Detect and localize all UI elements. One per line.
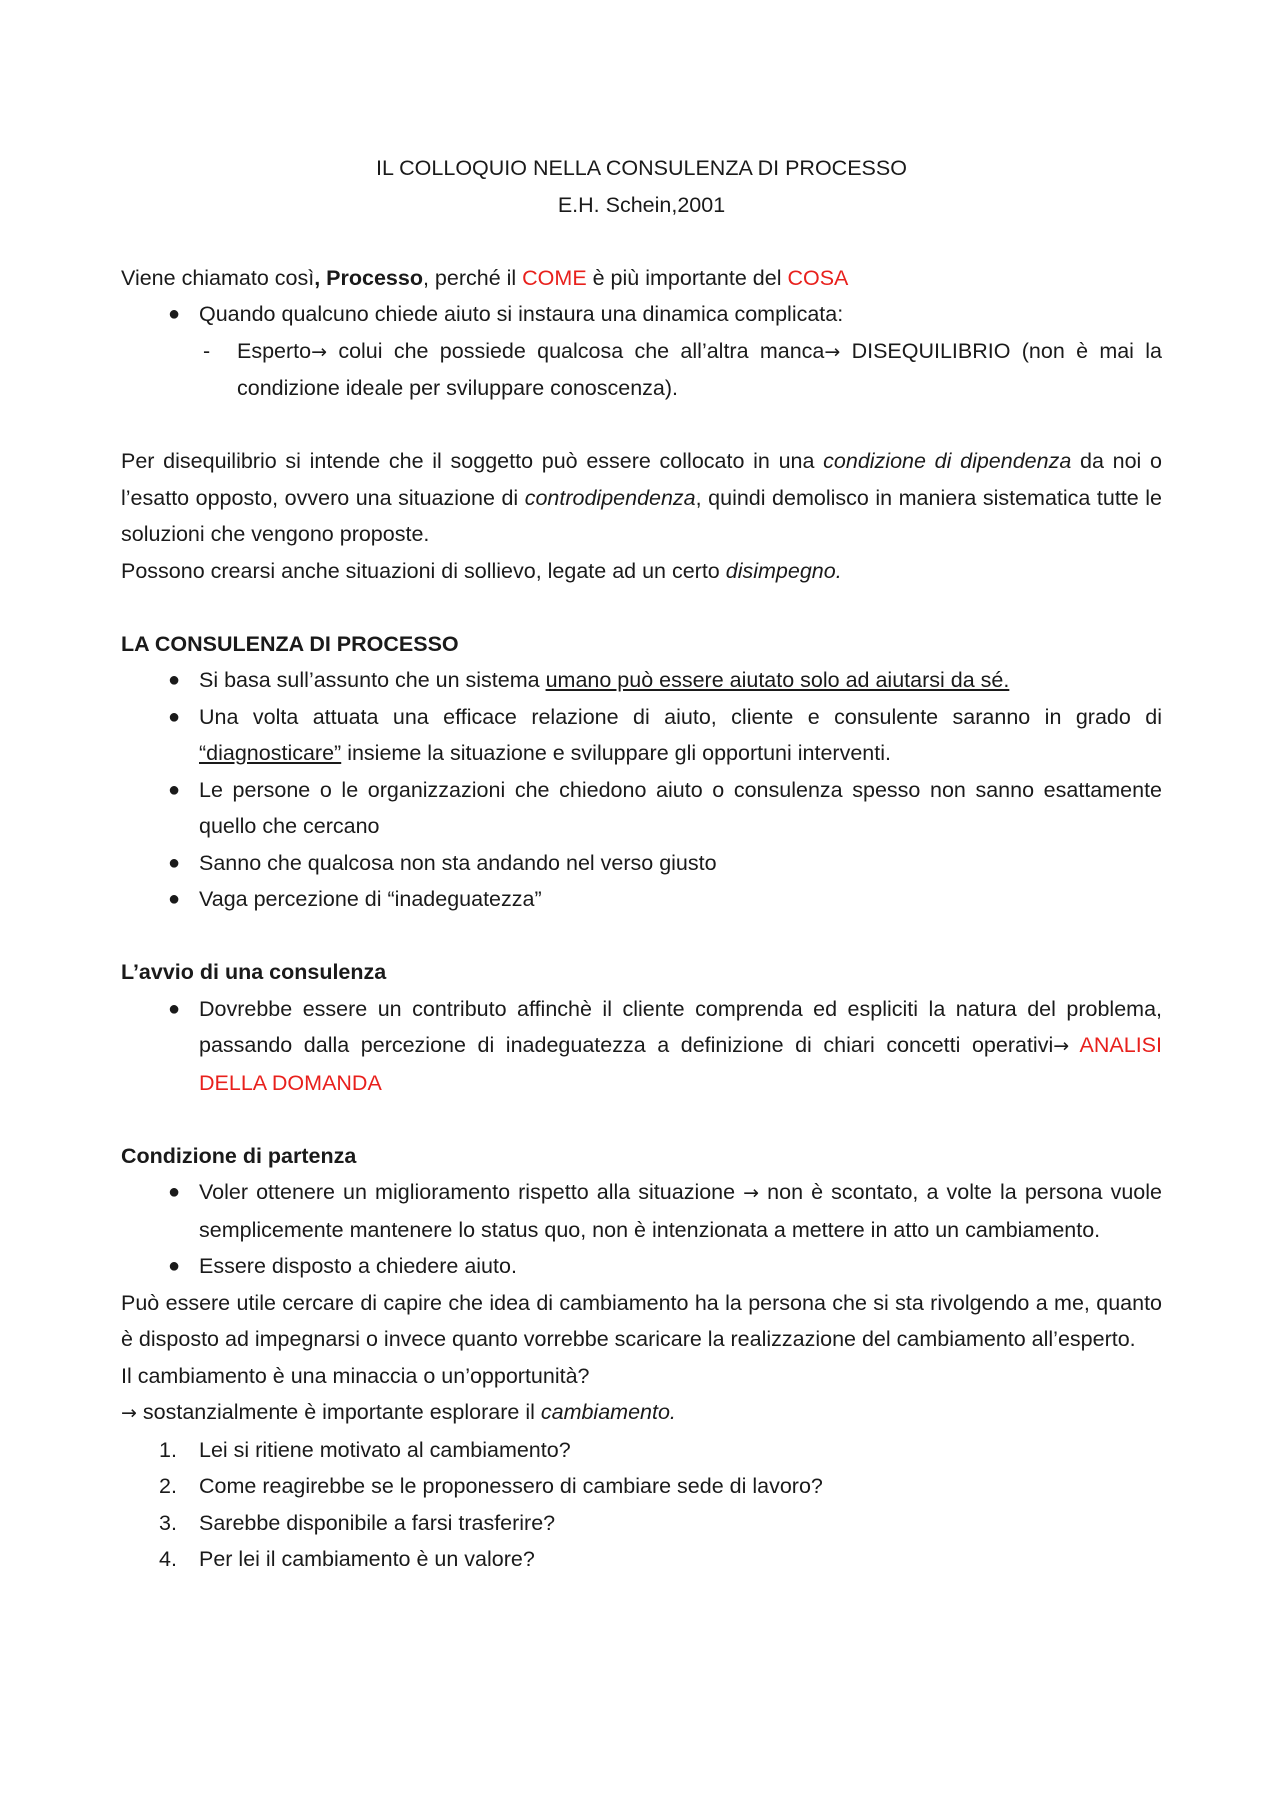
cosa-highlight: COSA <box>787 265 849 290</box>
analisi-domanda-highlight: ANALISI DELLA DOMANDA <box>199 1033 1162 1095</box>
bullet-icon: ● <box>168 705 181 728</box>
list-item: 2. Come reagirebbe se le proponessero di cambiare sede di lavoro? <box>159 1474 823 1498</box>
list-item: ● Sanno che qualcosa non sta andando nel verso giusto <box>121 845 1162 882</box>
consulenza-bullet-list <box>121 662 1162 918</box>
partenza-bullet-list <box>121 1174 1162 1285</box>
spacer <box>121 1101 1162 1138</box>
intro-dash-list <box>121 333 1162 407</box>
arrow-icon: → <box>824 340 841 363</box>
list-item: ● Dovrebbe essere un contributo affinchè il cliente comprenda ed espliciti la natura del problema, passando dalla percezione di inadeguatezza a definizione di chiari concetti operativi→ ANALISI DELLA DOMANDA <box>121 991 1162 1102</box>
list-item: ● Una volta attuata una efficace relazione di aiuto, cliente e consulente saranno in grado di “diagnosticare” insieme la situazione e sviluppare gli opportuni interventi. <box>121 699 1162 772</box>
esplorare-paragraph: → sostanzialmente è importante esplorare il cambiamento. <box>121 1400 676 1424</box>
bullet-icon: ● <box>168 997 181 1020</box>
cambiamento-paragraph: Può essere utile cercare di capire che idea di cambiamento ha la persona che si sta rivolgendo a me, quanto è disposto ad impegnarsi o invece quanto vorrebbe scaricare la realizzazione del cambiamento all’esperto. <box>121 1290 1162 1351</box>
document-title: IL COLLOQUIO NELLA CONSULENZA DI PROCESSO <box>376 156 907 180</box>
list-item: ● Le persone o le organizzazioni che chiedono aiuto o consulenza spesso non sanno esattamente quello che cercano <box>121 772 1162 845</box>
list-item: 1. Lei si ritiene motivato al cambiamento? <box>159 1437 571 1462</box>
arrow-icon: → <box>311 340 328 363</box>
list-item: ● Vaga percezione di “inadeguatezza” <box>121 881 1162 918</box>
arrow-icon: → <box>1053 1035 1070 1057</box>
bullet-icon: ● <box>168 851 181 874</box>
avvio-bullet-list <box>121 991 1162 1102</box>
spacer <box>121 589 1162 626</box>
spacer <box>121 223 1162 260</box>
list-item: 4. Per lei il cambiamento è un valore? <box>159 1547 535 1571</box>
minaccia-question: Il cambiamento è una minaccia o un’opportunità? <box>121 1363 590 1388</box>
come-highlight: COME <box>522 265 587 290</box>
section-heading-avvio: L’avvio di una consulenza <box>121 960 387 984</box>
spacer <box>121 918 1162 955</box>
questions-list <box>121 1432 1162 1578</box>
list-item: ● Quando qualcuno chiede aiuto si instaura una dinamica complicata: <box>121 296 1162 333</box>
list-item: - Esperto→ colui che possiede qualcosa che all’altra manca→ DISEQUILIBRIO (non è mai la condizione ideale per sviluppare conoscenza). <box>121 333 1162 407</box>
list-item: ● Si basa sull’assunto che un sistema umano può essere aiutato solo ad aiutarsi da sé. <box>121 662 1162 699</box>
bullet-icon: ● <box>168 1255 181 1277</box>
disequilibrio-paragraph: Per disequilibrio si intende che il soggetto può essere collocato in una condizione di dipendenza da noi o l’esatto opposto, ovvero una situazione di controdipendenza, quindi demolisco in maniera sistematica tutte le soluzioni che vengono proposte. <box>121 449 1162 546</box>
list-item: 3. Sarebbe disponibile a farsi trasferire? <box>159 1510 556 1535</box>
bullet-icon: ● <box>168 303 181 325</box>
sollievo-paragraph: Possono crearsi anche situazioni di sollievo, legate ad un certo disimpegno. <box>121 558 842 583</box>
section-heading-consulenza: LA CONSULENZA DI PROCESSO <box>121 631 459 656</box>
bullet-icon: ● <box>168 888 181 910</box>
bullet-icon: ● <box>168 778 181 801</box>
intro-sentence: Viene chiamato così, Processo, perché il COME è più importante del COSA <box>121 265 849 290</box>
bullet-icon: ● <box>168 669 181 691</box>
bullet-icon: ● <box>168 1181 181 1203</box>
section-heading-partenza: Condizione di partenza <box>121 1143 357 1168</box>
arrow-icon: → <box>743 1182 760 1204</box>
arrow-icon: → <box>121 1402 137 1424</box>
list-item: ● Essere disposto a chiedere aiuto. <box>121 1248 1162 1285</box>
list-item: ● Voler ottenere un miglioramento rispetto alla situazione → non è scontato, a volte la persona vuole semplicemente mantenere lo status quo, non è intenzionata a mettere in atto un cambiamento. <box>121 1174 1162 1248</box>
document-body <box>121 150 1162 1578</box>
document-author: E.H. Schein,2001 <box>557 192 726 217</box>
intro-bullet-list <box>121 296 1162 333</box>
spacer <box>121 407 1162 444</box>
dash-icon: - <box>203 338 211 363</box>
